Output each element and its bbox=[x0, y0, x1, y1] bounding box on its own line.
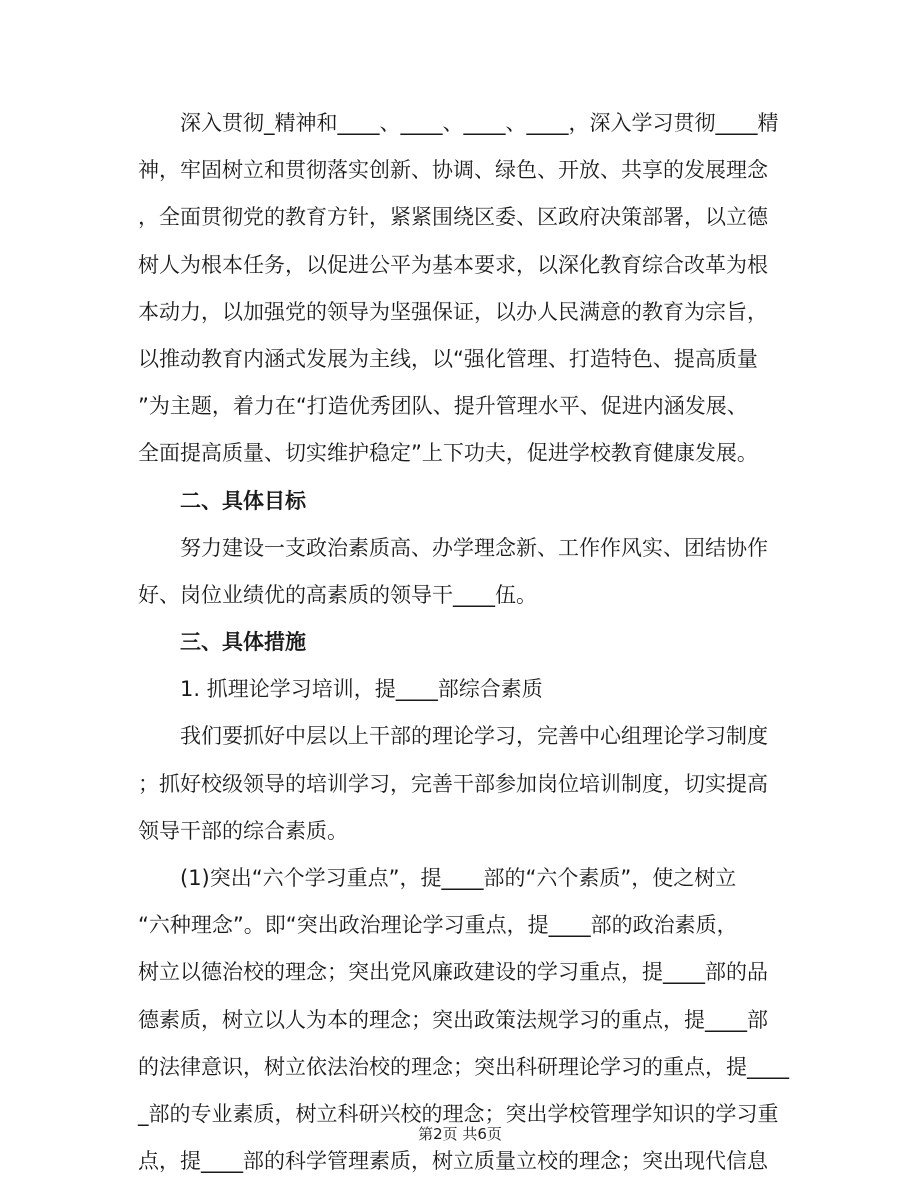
text-line-11: 好、岗位业绩优的高素质的领导干____伍。 bbox=[138, 582, 537, 607]
text-line-18: “六种理念”。即“突出政治理论学习重点，提____部的政治素质， bbox=[138, 913, 738, 938]
text-line-16: 领导干部的综合素质。 bbox=[138, 818, 348, 843]
document-body bbox=[138, 100, 788, 1185]
text-line-1: 深入贯彻_精神和____、____、____、____，深入学习贯彻____精 bbox=[138, 111, 779, 135]
text-line-8: 全面提高质量、切实维护稳定”上下功夫，促进学校教育健康发展。 bbox=[138, 441, 758, 466]
text-line-14: 我们要抓好中层以上干部的理论学习，完善中心组理论学习制度 bbox=[138, 724, 768, 749]
section-heading-goals: 二、具体目标 bbox=[138, 488, 306, 513]
text-line-5: 本动力，以加强党的领导为坚强保证，以办人民满意的教育为宗旨， bbox=[138, 299, 768, 324]
text-line-21: 的法律意识，树立依法治校的理念；突出科研理论学习的重点，提____ bbox=[138, 1054, 789, 1079]
text-line-3: ，全面贯彻党的教育方针，紧紧围绕区委、区政府决策部署，以立德 bbox=[138, 205, 768, 230]
section-heading-measures: 三、具体措施 bbox=[138, 630, 306, 655]
text-line-22: _部的专业素质，树立科研兴校的理念；突出学校管理学知识的学习重 bbox=[138, 1101, 779, 1126]
text-line-23: 点，提____部的科学管理素质，树立质量立校的理念；突出现代信息 bbox=[138, 1149, 768, 1174]
text-line-2: 神，牢固树立和贯彻落实创新、协调、绿色、开放、共享的发展理念 bbox=[138, 158, 768, 183]
text-line-15: ；抓好校级领导的培训学习，完善干部参加岗位培训制度，切实提高 bbox=[138, 771, 768, 796]
text-line-17: (1)突出“六个学习重点”，提____部的“六个素质”，使之树立 bbox=[138, 866, 737, 890]
text-line-20: 德素质，树立以人为本的理念；突出政策法规学习的重点，提____部 bbox=[138, 1007, 768, 1032]
text-line-6: 以推动教育内涵式发展为主线，以“强化管理、打造特色、提高质量 bbox=[138, 346, 758, 371]
text-line-10: 努力建设一支政治素质高、办学理念新、工作作风实、团结协作 bbox=[138, 535, 768, 560]
text-line-19: 树立以德治校的理念；突出党风廉政建设的学习重点，提____部的品 bbox=[138, 960, 768, 985]
text-line-7: ”为主题，着力在“打造优秀团队、提升管理水平、促进内涵发展、 bbox=[138, 394, 748, 419]
page-number-footer: 第2页 共6页 bbox=[418, 1125, 502, 1143]
text-line-4: 树人为根本任务，以促进公平为基本要求，以深化教育综合改革为根 bbox=[138, 252, 768, 277]
subheading-theory-training: 1. 抓理论学习培训，提____部综合素质 bbox=[138, 677, 543, 702]
